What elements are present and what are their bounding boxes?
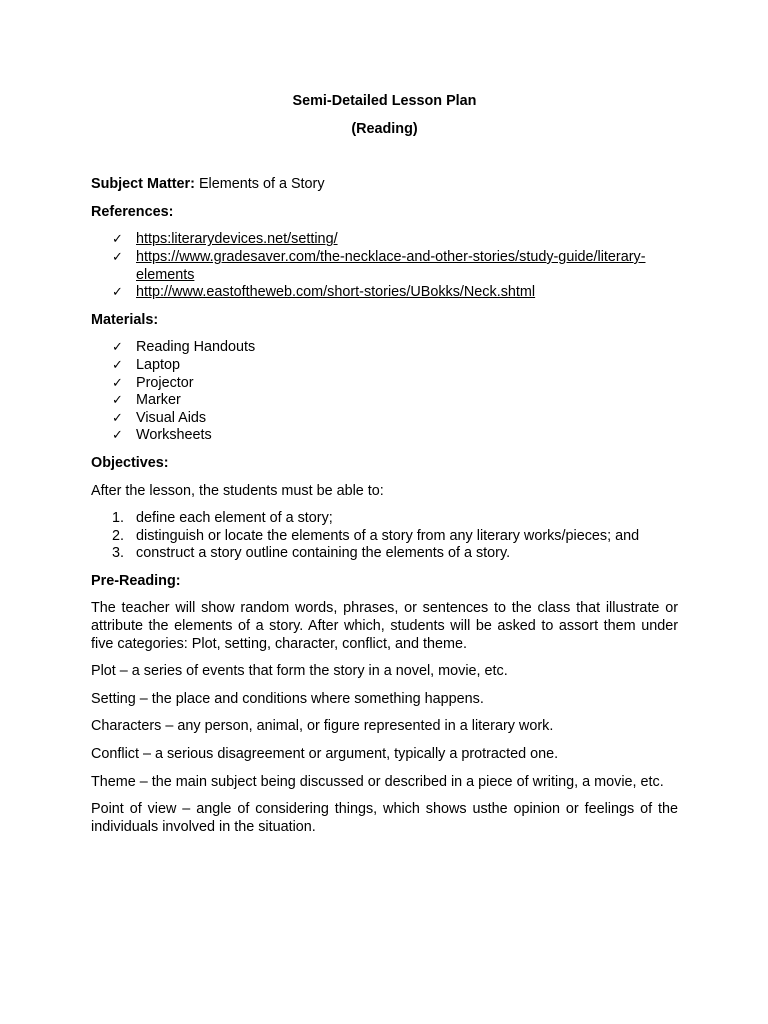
materials-heading: Materials: [91, 311, 159, 328]
reference-item [91, 284, 678, 302]
material-label: Reading Handouts [136, 339, 256, 356]
objectives-list [91, 510, 678, 563]
objective-item [91, 528, 678, 546]
objective-text: define each element of a story; [136, 510, 333, 527]
subject-matter-line [91, 176, 678, 194]
definition-characters: Characters – any person, animal, or figure represented in a literary work. [91, 718, 554, 735]
material-label: Visual Aids [136, 409, 207, 426]
objective-number: 3. [112, 545, 125, 562]
material-item [91, 339, 678, 357]
reference-link[interactable]: https://www.gradesaver.com/the-necklace-and-other-stories/study-guide/literary-elements [136, 248, 646, 283]
checkmark-icon: ✓ [112, 249, 123, 265]
checkmark-icon: ✓ [112, 375, 123, 391]
material-label: Worksheets [136, 427, 212, 444]
material-item [91, 410, 678, 428]
checkmark-icon: ✓ [112, 285, 123, 301]
pre-reading-heading: Pre-Reading: [91, 572, 181, 589]
document-title: Semi-Detailed Lesson Plan [292, 93, 477, 109]
references-list [91, 231, 678, 301]
definition-setting: Setting – the place and conditions where something happens. [91, 690, 484, 707]
material-label: Projector [136, 374, 194, 391]
reference-link[interactable]: https:literarydevices.net/setting/ [136, 231, 338, 248]
checkmark-icon: ✓ [112, 340, 123, 356]
materials-list [91, 339, 678, 445]
reference-link[interactable]: http://www.eastoftheweb.com/short-stories/UBokks/Neck.shtml [136, 284, 536, 301]
objective-item [91, 545, 678, 563]
objective-text: construct a story outline containing the elements of a story. [136, 545, 511, 562]
checkmark-icon: ✓ [112, 357, 123, 373]
subject-matter-label: Subject Matter: [91, 176, 195, 193]
definition-point-of-view: Point of view – angle of considering things, which shows usthe opinion or feelings of the individuals involved in the situation. [91, 801, 678, 835]
material-item [91, 357, 678, 375]
objective-number: 2. [112, 527, 125, 544]
definition-plot: Plot – a series of events that form the story in a novel, movie, etc. [91, 663, 508, 680]
reference-item [91, 249, 678, 284]
checkmark-icon: ✓ [112, 393, 123, 409]
pre-reading-intro: The teacher will show random words, phrases, or sentences to the class that illustrate or attribute the elements of a story. After which, students will be asked to assort them under five categories: Plot, setting, character, conflict, and theme. [91, 600, 678, 652]
objectives-intro: After the lesson, the students must be able to: [91, 482, 384, 499]
checkmark-icon: ✓ [112, 428, 123, 444]
objective-number: 1. [112, 510, 125, 527]
objective-item [91, 510, 678, 528]
material-item [91, 375, 678, 393]
material-label: Marker [136, 392, 181, 409]
material-label: Laptop [136, 356, 181, 373]
checkmark-icon: ✓ [112, 232, 123, 248]
document-subtitle: (Reading) [351, 120, 418, 137]
checkmark-icon: ✓ [112, 410, 123, 426]
material-item [91, 392, 678, 410]
objectives-heading: Objectives: [91, 454, 169, 471]
reference-item [91, 231, 678, 249]
material-item [91, 427, 678, 445]
objective-text: distinguish or locate the elements of a story from any literary works/pieces; and [136, 527, 640, 544]
subject-matter-value: Elements of a Story [198, 176, 325, 193]
definition-conflict: Conflict – a serious disagreement or argument, typically a protracted one. [91, 746, 559, 763]
definition-theme: Theme – the main subject being discussed or described in a piece of writing, a movie, etc. [91, 773, 664, 790]
references-heading: References: [91, 203, 174, 220]
